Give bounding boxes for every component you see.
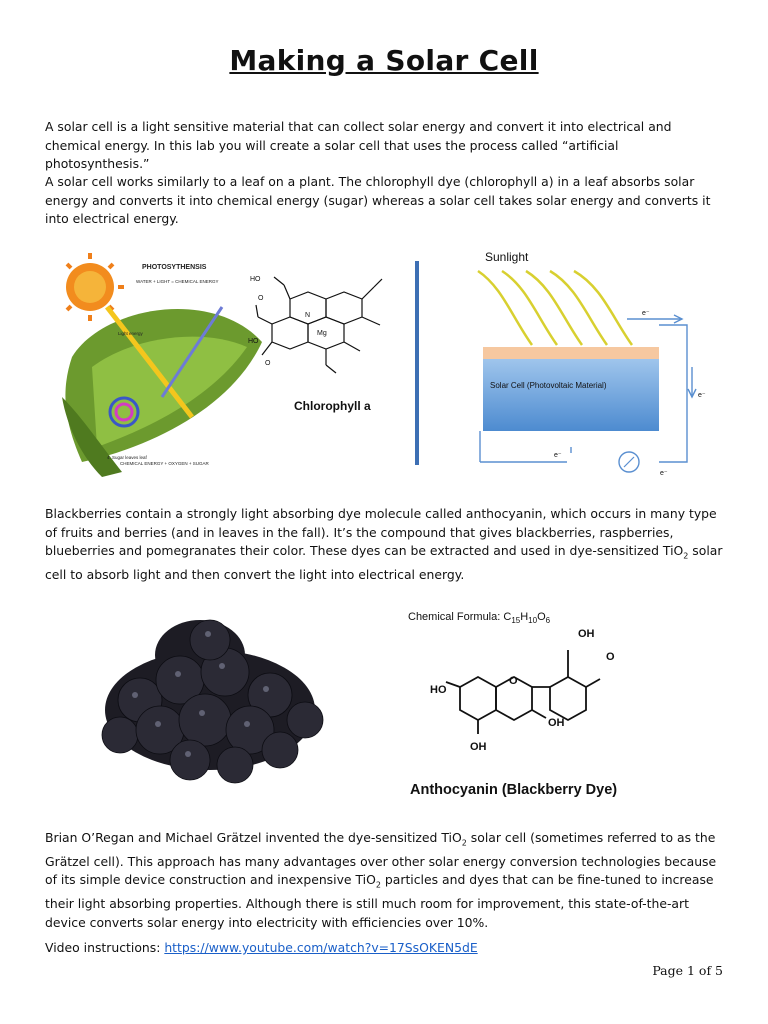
video-link[interactable]: https://www.youtube.com/watch?v=17SsOKEN5dE — [164, 940, 478, 955]
solar-cell-diagram — [478, 250, 706, 477]
electron-label-1: e⁻ — [642, 310, 650, 317]
chem-mg: Mg — [317, 330, 327, 337]
o-right: O — [606, 651, 615, 663]
photosynthesis-solar-cell-figure — [62, 247, 722, 487]
intro-paragraph: A solar cell is a light sensitive material that can collect solar energy and convert it into electrical and chemical energy. In this lab you will create a solar cell that uses the process called “artificial photosynthesis.” — [45, 119, 672, 171]
page-number: Page 1 of 5 — [652, 963, 723, 978]
chemical-formula: Chemical Formula: $C_{15}H_{10}O_6$ — [408, 611, 551, 625]
chem-ho-mid: HO — [248, 338, 259, 345]
oh-bottom: OH — [470, 741, 487, 753]
photo-bottom2: CHEMICAL ENERGY + OXYGEN + SUGAR — [120, 461, 209, 466]
blackberries-image — [80, 600, 340, 800]
chlorophyll-label: Chlorophyll a — [294, 399, 371, 413]
solar-cell-label: Solar Cell (Photovoltaic Material) — [490, 381, 607, 390]
electron-label-3: e⁻ — [554, 452, 562, 459]
page-title: Making a Solar Cell — [229, 44, 539, 77]
video-instructions — [45, 940, 478, 955]
chem-ho-top: HO — [250, 276, 261, 283]
sunlight-label: Sunlight — [485, 250, 529, 264]
photosynthesis-illustration — [62, 253, 262, 477]
o-ring: O — [509, 675, 518, 687]
chem-o-mid: O — [265, 360, 271, 367]
chem-n1: N — [305, 312, 311, 319]
anthocyanin-structure — [400, 602, 700, 802]
figure-divider — [415, 261, 419, 465]
photo-light-label: Light energy — [118, 331, 143, 336]
chem-o-top: O — [258, 295, 264, 302]
leaf-comparison-paragraph: A solar cell works similarly to a leaf on a plant. The chlorophyll dye (chlorophyll a) in a leaf absorbs solar energy and converts it into chemical energy (sugar) whereas a solar cell takes solar energy and converts it into electrical energy. — [45, 174, 711, 226]
anthocyanin-paragraph: Blackberries contain a strongly light absorbing dye molecule called anthocyanin, which occurs in many type of fruits and berries (and in leaves in the fall). It’s the compound that gives blackberries, raspberries, blueberries and pomegranates their color. These dyes can be extracted and used in dye-sensitized TiO$_2$ solar cell to absorb light and then convert the light into electrical energy. — [45, 506, 723, 582]
electron-label-2: e⁻ — [698, 392, 706, 399]
photo-equation: WATER + LIGHT = CHEMICAL ENERGY — [136, 279, 219, 284]
ho-left: HO — [430, 684, 447, 696]
oh-mid: OH — [548, 717, 565, 729]
video-label: Video instructions: — [45, 940, 165, 955]
oh-top: OH — [578, 628, 595, 640]
chlorophyll-structure — [248, 276, 382, 413]
anthocyanin-caption: Anthocyanin (Blackberry Dye) — [410, 782, 618, 798]
electron-label-4: e⁻ — [660, 470, 668, 477]
photo-bottom1: 4. Sugar leaves leaf — [107, 455, 147, 460]
photo-title: PHOTOSYTHENSIS — [142, 264, 207, 271]
gratzel-paragraph: Brian O’Regan and Michael Grätzel invented the dye-sensitized TiO$_2$ solar cell (sometimes referred to as the Grätzel cell). This approach has many advantages over other solar energy conversion technologies because of its simple device construction and inexpensive TiO$_2$ particles and dyes that can be fine-tuned to increase their light absorbing properties. Although there is still much room for improvement, this state-of-the-art device converts solar energy into electricity with efficiencies over 10%. — [45, 830, 717, 930]
